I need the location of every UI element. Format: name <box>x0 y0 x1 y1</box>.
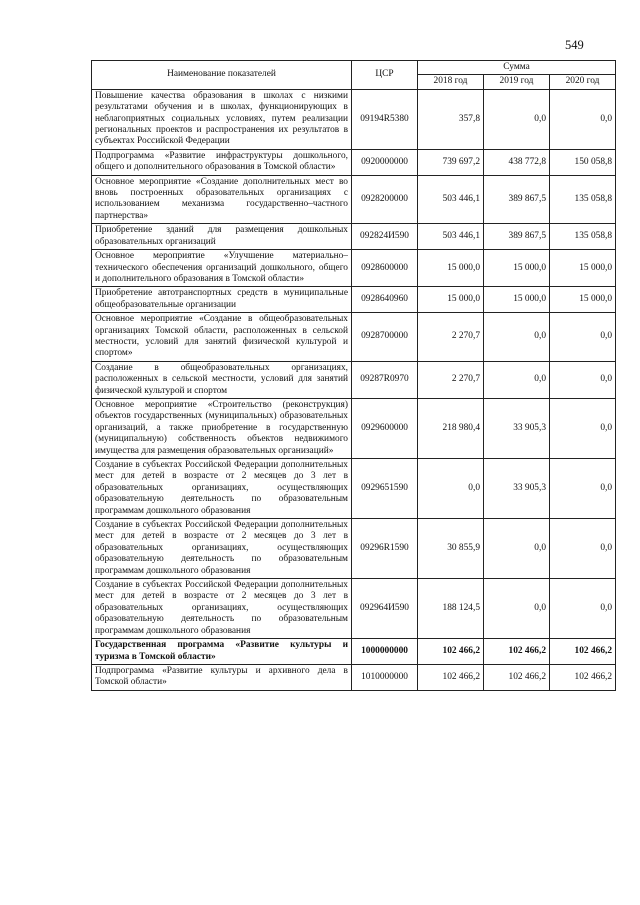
header-year-2020: 2020 год <box>550 75 616 89</box>
row-value-2019: 0,0 <box>484 361 550 398</box>
row-code-cell: 0929651590 <box>352 459 418 519</box>
table-body <box>92 89 616 690</box>
row-code-cell: 0928200000 <box>352 175 418 224</box>
row-name-cell: Создание в субъектах Российской Федерации дополнительных мест для детей в возрасте от 2 месяцев до 3 лет в образовательных организациях, осуществляющих образовательную деятельность по образовательным программам дошкольного образования <box>92 459 352 519</box>
row-value-2020: 102 466,2 <box>550 639 616 665</box>
table-row <box>92 149 616 175</box>
table-row <box>92 89 616 149</box>
row-value-2018: 2 270,7 <box>418 361 484 398</box>
row-code-cell: 1010000000 <box>352 664 418 690</box>
row-name-cell: Создание в субъектах Российской Федерации дополнительных мест для детей в возрасте от 2 месяцев до 3 лет в образовательных организациях, осуществляющих образовательную деятельность по образовательным программам дошкольного образования <box>92 579 352 639</box>
table-row <box>92 361 616 398</box>
row-name-cell: Приобретение зданий для размещения дошкольных образовательных организаций <box>92 224 352 250</box>
row-value-2018: 739 697,2 <box>418 149 484 175</box>
row-value-2019: 0,0 <box>484 313 550 362</box>
row-name-cell: Подпрограмма «Развитие инфраструктуры дошкольного, общего и дополнительного образования в Томской области» <box>92 149 352 175</box>
row-value-2018: 30 855,9 <box>418 519 484 579</box>
header-code: ЦСР <box>352 61 418 90</box>
row-value-2019: 15 000,0 <box>484 250 550 287</box>
table-row <box>92 287 616 313</box>
row-name-cell: Государственная программа «Развитие культуры и туризма в Томской области» <box>92 639 352 665</box>
header-row-1 <box>92 61 616 75</box>
table-row <box>92 175 616 224</box>
row-value-2018: 188 124,5 <box>418 579 484 639</box>
row-value-2019: 102 466,2 <box>484 639 550 665</box>
row-value-2020: 135 058,8 <box>550 224 616 250</box>
row-code-cell: 0928600000 <box>352 250 418 287</box>
budget-table <box>91 60 616 691</box>
row-value-2019: 0,0 <box>484 519 550 579</box>
row-value-2019: 15 000,0 <box>484 287 550 313</box>
table-row <box>92 459 616 519</box>
row-value-2019: 0,0 <box>484 579 550 639</box>
row-name-cell: Основное мероприятие «Создание дополнительных мест во вновь построенных образовательных организациях с использованием механизма государственно–частного партнерства» <box>92 175 352 224</box>
row-name-cell: Подпрограмма «Развитие культуры и архивного дела в Томской области» <box>92 664 352 690</box>
row-value-2018: 102 466,2 <box>418 639 484 665</box>
row-value-2019: 438 772,8 <box>484 149 550 175</box>
header-name: Наименование показателей <box>92 61 352 90</box>
row-value-2020: 150 058,8 <box>550 149 616 175</box>
row-code-cell: 092964И590 <box>352 579 418 639</box>
table-row <box>92 250 616 287</box>
row-value-2019: 389 867,5 <box>484 175 550 224</box>
row-name-cell: Повышение качества образования в школах с низкими результатами обучения и в школах, функционирующих в неблагоприятных социальных условиях, путем реализации региональных проектов и распространения их результатов в субъектах Российской Федерации <box>92 89 352 149</box>
table-row <box>92 224 616 250</box>
row-code-cell: 09296R1590 <box>352 519 418 579</box>
page-number: 549 <box>565 38 584 52</box>
row-name-cell: Создание в субъектах Российской Федерации дополнительных мест для детей в возрасте от 2 месяцев до 3 лет в образовательных организациях, осуществляющих образовательную деятельность по образовательным программам дошкольного образования <box>92 519 352 579</box>
row-value-2020: 135 058,8 <box>550 175 616 224</box>
row-value-2018: 503 446,1 <box>418 175 484 224</box>
row-name-cell: Основное мероприятие «Улучшение материально–технического обеспечения организаций дошкольного, общего и дополнительного образования в Томской области» <box>92 250 352 287</box>
row-value-2018: 15 000,0 <box>418 287 484 313</box>
row-code-cell: 0928640960 <box>352 287 418 313</box>
row-value-2019: 33 905,3 <box>484 459 550 519</box>
row-value-2018: 102 466,2 <box>418 664 484 690</box>
row-value-2018: 218 980,4 <box>418 398 484 458</box>
row-code-cell: 0929600000 <box>352 398 418 458</box>
table-row <box>92 313 616 362</box>
row-value-2020: 15 000,0 <box>550 287 616 313</box>
row-code-cell: 09287R0970 <box>352 361 418 398</box>
row-code-cell: 09194R5380 <box>352 89 418 149</box>
row-value-2019: 102 466,2 <box>484 664 550 690</box>
table-row <box>92 664 616 690</box>
table-row <box>92 398 616 458</box>
row-name-cell: Создание в общеобразовательных организациях, расположенных в сельской местности, условий для занятий физической культурой и спортом <box>92 361 352 398</box>
row-value-2020: 0,0 <box>550 398 616 458</box>
row-value-2020: 0,0 <box>550 361 616 398</box>
row-code-cell: 1000000000 <box>352 639 418 665</box>
row-value-2018: 503 446,1 <box>418 224 484 250</box>
header-year-2019: 2019 год <box>484 75 550 89</box>
header-sum: Сумма <box>418 61 616 75</box>
row-code-cell: 092824И590 <box>352 224 418 250</box>
row-value-2020: 0,0 <box>550 459 616 519</box>
row-value-2020: 102 466,2 <box>550 664 616 690</box>
row-value-2018: 2 270,7 <box>418 313 484 362</box>
row-value-2019: 389 867,5 <box>484 224 550 250</box>
table-row <box>92 519 616 579</box>
row-name-cell: Основное мероприятие «Создание в общеобразовательных организациях Томской области, расположенных в сельской местности, условий для занятий физической культурой и спортом» <box>92 313 352 362</box>
row-value-2020: 0,0 <box>550 313 616 362</box>
row-value-2020: 0,0 <box>550 519 616 579</box>
row-value-2020: 0,0 <box>550 89 616 149</box>
row-value-2018: 0,0 <box>418 459 484 519</box>
row-value-2019: 33 905,3 <box>484 398 550 458</box>
row-code-cell: 0928700000 <box>352 313 418 362</box>
row-value-2020: 15 000,0 <box>550 250 616 287</box>
row-value-2019: 0,0 <box>484 89 550 149</box>
table-row <box>92 579 616 639</box>
table-row <box>92 639 616 665</box>
header-year-2018: 2018 год <box>418 75 484 89</box>
row-value-2018: 15 000,0 <box>418 250 484 287</box>
row-name-cell: Основное мероприятие «Строительство (реконструкция) объектов государственных (муниципальных) образовательных организаций, а также приобретение в государственную (муниципальную) собственность объектов недвижимого имущества для размещения образовательных организаций» <box>92 398 352 458</box>
row-code-cell: 0920000000 <box>352 149 418 175</box>
row-value-2020: 0,0 <box>550 579 616 639</box>
row-name-cell: Приобретение автотранспортных средств в муниципальные общеобразовательные организации <box>92 287 352 313</box>
row-value-2018: 357,8 <box>418 89 484 149</box>
